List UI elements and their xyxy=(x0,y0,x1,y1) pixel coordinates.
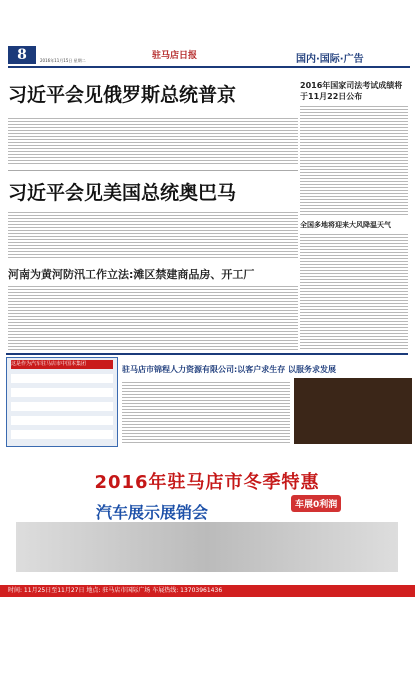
ad-left-row xyxy=(11,416,113,425)
ad-left-row xyxy=(11,430,113,439)
divider xyxy=(8,170,298,171)
hr-banner: 驻马店市锦程人力资源有限公司:以客户求生存 以服务求发展 xyxy=(122,365,336,374)
ad-left-row xyxy=(11,402,113,411)
page-number: 8 xyxy=(8,46,36,64)
page-header xyxy=(0,0,415,70)
headline-yellow-river: 河南为黄河防汛工作立法:滩区禁建商品房、开工厂 xyxy=(8,268,255,281)
masthead: 驻马店日报 xyxy=(152,51,198,61)
car-lineup-image xyxy=(16,522,398,572)
auto-show-badge: 车展0利润 xyxy=(291,495,341,512)
issue-date: 2016年11月15日 星期二 xyxy=(40,58,86,63)
section-title: 国内·国际·广告 xyxy=(296,54,364,65)
headline-obama: 习近平会见美国总统奥巴马 xyxy=(8,182,237,204)
article-body-putin xyxy=(8,116,298,164)
article-body-obama xyxy=(8,210,298,260)
article-body-judicial-exam xyxy=(300,104,408,216)
auto-show-dates: 时间: 11月25日至11月27日 地点: 驻马店市国际广场 车展热线: 13703961436 xyxy=(0,585,415,597)
section-rule xyxy=(6,353,408,355)
ad-left-row xyxy=(11,374,113,383)
photo xyxy=(294,378,412,444)
advertisement-left xyxy=(6,357,118,447)
ad-left-row xyxy=(11,388,113,397)
hr-body xyxy=(122,380,290,444)
headline-weather: 全国多地将迎来大风降温天气 xyxy=(300,221,391,229)
ad-left-title: 这是作为汽车驻马店市中国本集团 xyxy=(11,360,113,369)
article-body-weather xyxy=(300,232,408,350)
auto-show-title: 2016年驻马店市冬季特惠 xyxy=(94,472,320,493)
header-rule xyxy=(8,66,410,68)
headline-putin: 习近平会见俄罗斯总统普京 xyxy=(8,84,237,106)
headline-judicial-exam: 2016年国家司法考试成绩将于11月22日公布 xyxy=(300,81,403,101)
article-body-yellow-river xyxy=(8,284,298,350)
auto-show-subtitle: 汽车展示展销会 xyxy=(96,503,209,522)
